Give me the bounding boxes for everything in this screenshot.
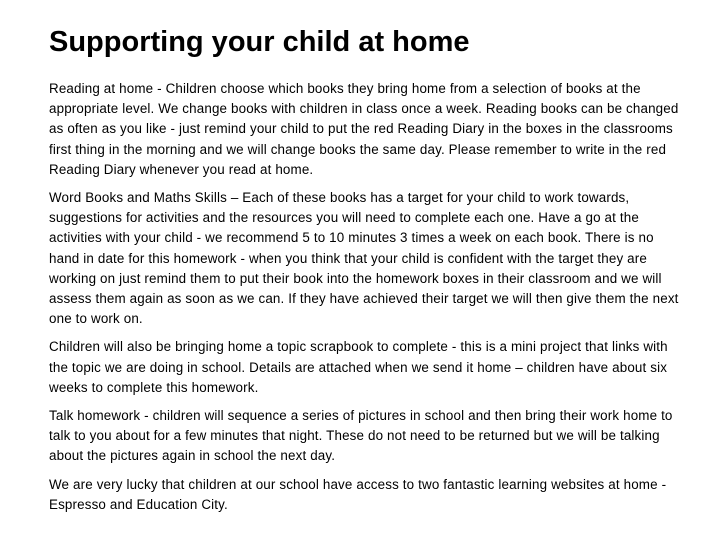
- paragraph-topic-scrapbook: Children will also be bringing home a topic scrapbook to complete - this is a mini project that links with the topic we are doing in school. Details are attached when we send it home – children have about six weeks to complete this homework.: [49, 339, 668, 395]
- paragraph-reading-at-home: Reading at home - Children choose which books they bring home from a selection of books at the appropriate level. We change books with children in class once a week. Reading books can be changed as often as you like - just remind your child to put the red Reading Diary in the boxes in the classrooms first thing in the morning and we will change books the same day. Please remember to write in the red Reading Diary whenever you read at home.: [49, 81, 679, 177]
- paragraph-word-books-maths-skills: Word Books and Maths Skills – Each of these books has a target for your child to work towards, suggestions for activities and the resources you will need to complete each one. Have a go at the activities with your child - we recommend 5 to 10 minutes 3 times a week on each book. There is no hand in date for this homework - when you think that your child is confident with the target they are working on just remind them to put their book into the homework boxes in their classroom and we will assess them again as soon as we can. If they have achieved their target we will then give them the next one to work on.: [49, 190, 679, 327]
- slide-body: [49, 79, 683, 523]
- paragraph-talk-homework: Talk homework - children will sequence a series of pictures in school and then bring their work home to talk to you about for a few minutes that night. These do not need to be returned but we will be talking about the pictures again in school the next day.: [49, 408, 673, 464]
- slide-title: Supporting your child at home: [49, 26, 470, 58]
- paragraph-learning-websites: We are very lucky that children at our school have access to two fantastic learning websites at home - Espresso and Education City.: [49, 476, 667, 512]
